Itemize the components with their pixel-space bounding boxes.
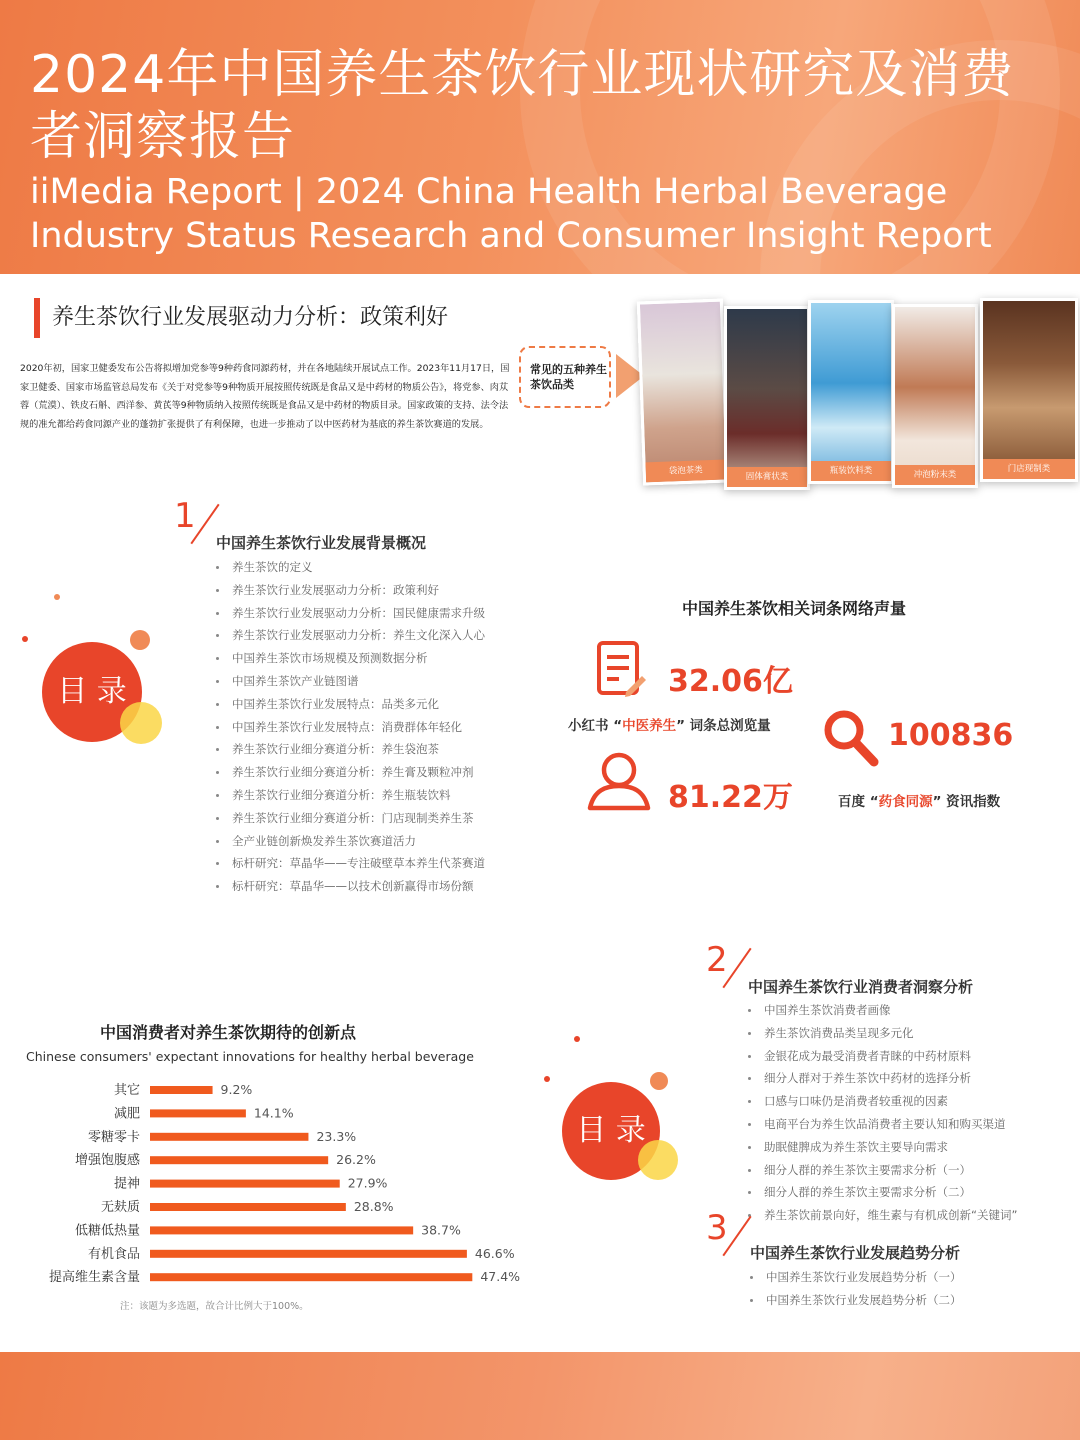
bar-category-label: 提高维生素含量 [48, 1270, 140, 1286]
label-text: ” 资讯指数 [932, 794, 1001, 810]
category-caption: 冲泡粉末类 [895, 465, 975, 485]
toc-number-2: 2 [706, 940, 728, 980]
bar-value-label: 9.2% [220, 1082, 253, 1097]
toc-item: 养生茶饮行业细分赛道分析：养生膏及颗粒冲剂 [214, 761, 485, 784]
toc-item: 细分人群对于养生茶饮中药材的选择分析 [746, 1067, 1017, 1090]
category-photo-tea-bag [637, 299, 729, 486]
bar [150, 1226, 413, 1234]
toc-item: 养生茶饮行业细分赛道分析：养生袋泡茶 [214, 738, 485, 761]
toc-item: 助眠健脾成为养生茶饮主要导向需求 [746, 1136, 1017, 1159]
five-categories-label: 常见的五种养生茶饮品类 [519, 346, 611, 408]
bar-category-label: 有机食品 [87, 1246, 140, 1262]
baidu-index-value: 100836 [888, 718, 1014, 753]
toc-item: 细分人群的养生茶饮主要需求分析（二） [746, 1181, 1017, 1204]
category-caption: 门店现制类 [983, 459, 1075, 479]
bar [150, 1109, 246, 1117]
bar-value-label: 14.1% [253, 1105, 294, 1121]
category-photo-powder [892, 304, 978, 488]
bar [150, 1273, 472, 1281]
bar [150, 1156, 328, 1164]
toc-list-2 [746, 999, 1017, 1227]
bar-value-label: 46.6% [474, 1245, 515, 1261]
bar-category-label: 零糖零卡 [87, 1129, 140, 1145]
policy-paragraph: 2020年初，国家卫健委发布公告将拟增加党参等9种药食同源药材，并在各地陆续开展试点工作。2023年11月17日，国家卫健委、国家市场监管总局发布《关于对党参等9种物质开展按照传统既是食品又是中药材的物质公告》，将党参、肉苁蓉（荒漠）、铁皮石斛、西洋参、黄芪等9种物质纳入按照传统既是食品又是中药材的物质目录。国家政策的支持、法令法规的准允都给药食同源产业的蓬勃扩张提供了有利保障，也进一步推动了以中医药材为基底的养生茶饮赛道的发展。 [20, 363, 510, 430]
toc-item: 中国养生茶饮行业发展趋势分析（一） [748, 1266, 962, 1289]
bar-category-label: 其它 [113, 1083, 140, 1098]
toc-item: 中国养生茶饮市场规模及预测数据分析 [214, 647, 485, 670]
decor-dot [650, 1072, 668, 1090]
users-value: 81.22万 [668, 780, 793, 815]
chart-note: 注：该题为多选题，故合计比例大于100%。 [120, 1301, 309, 1312]
section-accent-bar [34, 298, 40, 338]
decor-yellow-circle [638, 1140, 678, 1180]
label-text: 百度 “ [838, 794, 879, 810]
chart-title: 中国消费者对养生茶饮期待的创新点 [100, 1023, 357, 1042]
toc-item: 中国养生茶饮行业发展趋势分析（二） [748, 1289, 962, 1312]
category-photo-store [980, 298, 1078, 482]
toc-badge-2: 目 录 [562, 1082, 660, 1180]
toc-list-3 [748, 1266, 962, 1312]
bar [150, 1180, 340, 1188]
bar-value-label: 28.8% [353, 1199, 394, 1214]
bar [150, 1133, 308, 1141]
document-edit-icon [596, 640, 648, 700]
toc-item: 养生茶饮行业细分赛道分析：门店现制类养生茶 [214, 807, 485, 830]
decor-dot [54, 594, 60, 600]
category-caption: 袋泡茶类 [645, 460, 726, 483]
bar-value-label: 47.4% [480, 1269, 520, 1285]
toc-heading-2: 中国养生茶饮行业消费者洞察分析 [748, 978, 974, 996]
xhs-views-value: 32.06亿 [668, 664, 793, 699]
decor-dot [574, 1036, 580, 1042]
report-title-en: iiMedia Report | 2024 China Health Herbal Beverage Industry Status Research and Consumer Insight Report [30, 172, 992, 256]
category-photo-paste [724, 306, 810, 490]
report-title-cn: 2024年中国养生茶饮行业现状研究及消费者洞察报告 [30, 45, 1015, 167]
bar [150, 1203, 346, 1211]
toc-item: 养生茶饮行业细分赛道分析：养生瓶装饮料 [214, 784, 485, 807]
toc-item: 养生茶饮前景向好，维生素与有机成创新“关键词” [746, 1204, 1017, 1227]
bar-category-label: 减肥 [113, 1106, 140, 1122]
label-text: 小红书 “ [568, 718, 623, 734]
stats-title: 中国养生茶饮相关词条网络声量 [682, 599, 907, 618]
toc-item: 电商平台为养生饮品消费者主要认知和购买渠道 [746, 1113, 1017, 1136]
toc-badge-1: 目 录 [42, 642, 142, 742]
innovation-bar-chart [20, 1078, 520, 1290]
bar-category-label: 提神 [113, 1176, 140, 1192]
user-icon [586, 750, 652, 812]
report-header [0, 0, 1080, 274]
category-caption: 瓶装饮料类 [811, 461, 891, 481]
bar-value-label: 26.2% [336, 1152, 376, 1168]
bar-category-label: 无麸质 [100, 1200, 140, 1215]
baidu-index-label [838, 790, 1000, 810]
footer-band [0, 1352, 1080, 1440]
toc-item: 养生茶饮行业发展驱动力分析：养生文化深入人心 [214, 624, 485, 647]
toc-number-3: 3 [706, 1208, 728, 1248]
toc-item: 标杆研究：草晶华——专注破壁草本养生代茶赛道 [214, 852, 485, 875]
toc-item: 中国养生茶饮行业发展特点：品类多元化 [214, 693, 485, 716]
toc-item: 口感与口味仍是消费者较重视的因素 [746, 1090, 1017, 1113]
toc-item: 养生茶饮行业发展驱动力分析：国民健康需求升级 [214, 602, 485, 625]
category-photo-bottled [808, 300, 894, 484]
toc-heading-1: 中国养生茶饮行业发展背景概况 [216, 534, 427, 552]
bar-category-label: 增强饱腹感 [74, 1153, 140, 1169]
label-highlight: 中医养生 [622, 718, 677, 734]
bar-value-label: 23.3% [316, 1128, 357, 1144]
chart-subtitle: Chinese consumers' expectant innovations for healthy herbal beverage [26, 1049, 474, 1064]
bar [150, 1086, 213, 1094]
bar-value-label: 27.9% [347, 1175, 388, 1191]
toc-heading-3: 中国养生茶饮行业发展趋势分析 [750, 1244, 961, 1262]
decor-dot [130, 630, 150, 650]
bar [150, 1250, 467, 1258]
toc-item: 养生茶饮行业发展驱动力分析：政策利好 [214, 579, 485, 602]
xhs-views-label [568, 714, 771, 734]
category-caption: 固体膏状类 [727, 467, 807, 487]
policy-section-title: 养生茶饮行业发展驱动力分析：政策利好 [52, 305, 449, 330]
toc-item: 全产业链创新焕发养生茶饮赛道活力 [214, 830, 485, 853]
decor-dot [22, 636, 28, 642]
toc-item: 养生茶饮的定义 [214, 556, 485, 579]
bar-category-label: 低糖低热量 [74, 1223, 140, 1239]
toc-item: 中国养生茶饮消费者画像 [746, 999, 1017, 1022]
toc-item: 金银花成为最受消费者青睐的中药材原料 [746, 1045, 1017, 1068]
decor-yellow-circle [120, 702, 162, 744]
label-text: ” 词条总浏览量 [676, 718, 771, 734]
decor-dot [544, 1076, 550, 1082]
bar-value-label: 38.7% [421, 1222, 461, 1238]
search-icon [822, 708, 880, 768]
toc-item: 中国养生茶饮产业链图谱 [214, 670, 485, 693]
toc-list-1 [214, 556, 485, 898]
toc-number-1: 1 [174, 496, 196, 536]
label-highlight: 药食同源 [878, 794, 933, 810]
toc-item: 标杆研究：草晶华——以技术创新赢得市场份额 [214, 875, 485, 898]
toc-item: 养生茶饮消费品类呈现多元化 [746, 1022, 1017, 1045]
toc-item: 细分人群的养生茶饮主要需求分析（一） [746, 1159, 1017, 1182]
toc-item: 中国养生茶饮行业发展特点：消费群体年轻化 [214, 716, 485, 739]
